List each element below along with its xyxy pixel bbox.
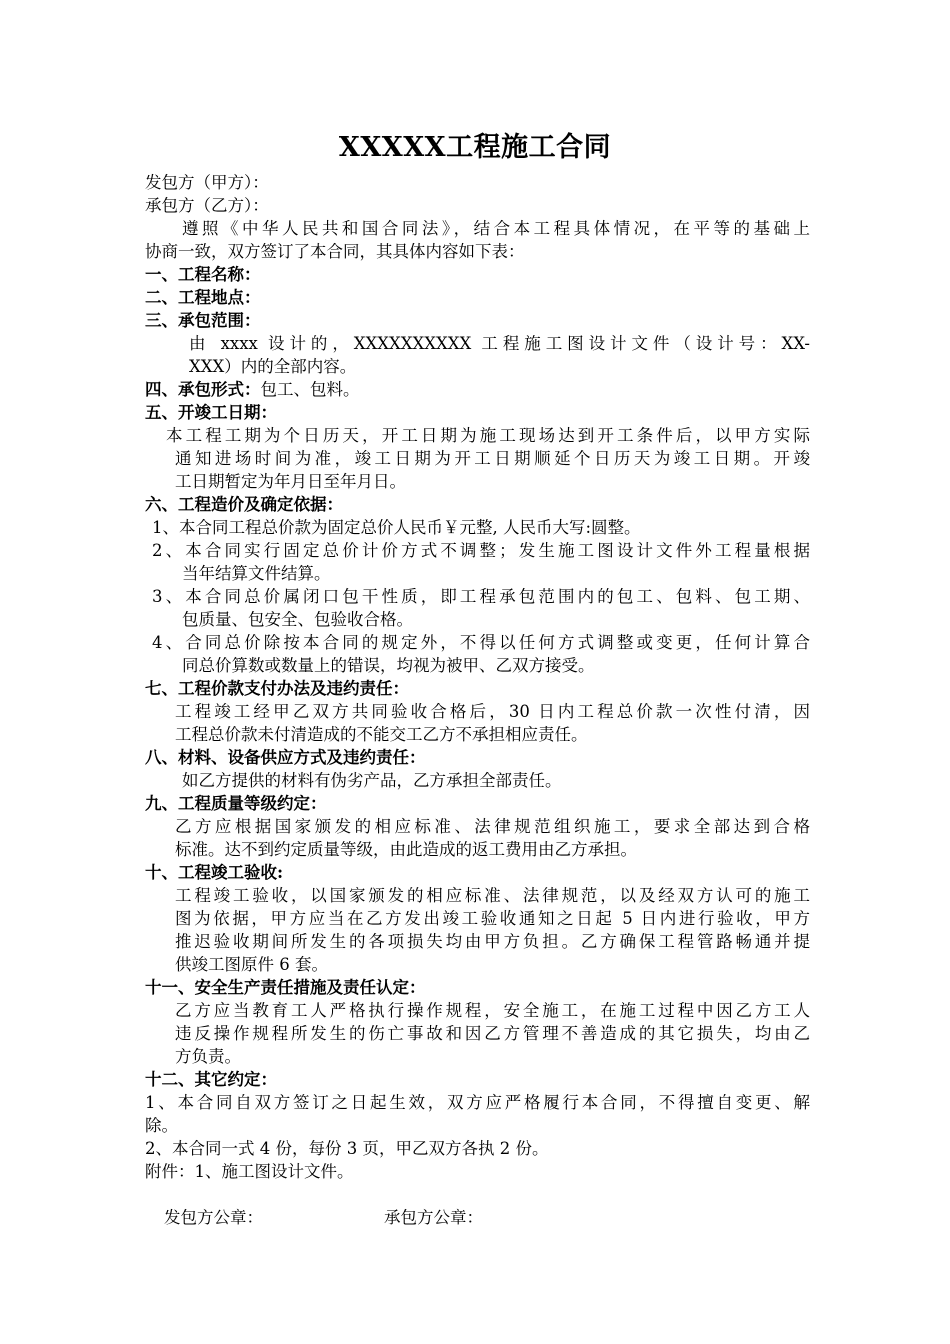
section-text: 推迟验收期间所发生的各项损失均由甲方负担。乙方确保工程管路畅通并提 [175, 932, 810, 951]
party-b-label: 承包方（乙方）： [145, 196, 269, 215]
intro-line: 协商一致，双方签订了本合同，其具体内容如下表： [145, 242, 525, 261]
section-text: 供竣工图原件 6 套。 [175, 955, 328, 974]
section-heading: 六、工程造价及确定依据： [145, 495, 343, 514]
section-heading: 三、承包范围： [145, 311, 261, 330]
party-a-seal-label: 发包方公章： [164, 1208, 263, 1227]
section-heading: 四、承包形式： [145, 380, 261, 399]
section-heading: 七、工程价款支付办法及违约责任： [145, 679, 409, 698]
section-text: 2、本合同一式 4 份，每份 3 页，甲乙双方各执 2 份。 [145, 1139, 549, 1158]
section-heading-row [145, 378, 810, 401]
list-item: 当年结算文件结算。 [182, 564, 331, 583]
section-text: XXX）内的全部内容。 [189, 357, 357, 376]
attachment-note: 附件：1、施工图设计文件。 [145, 1162, 354, 1181]
section-text: 图为依据，甲方应当在乙方发出竣工验收通知之日起 5 日内进行验收，甲方 [175, 909, 810, 928]
section-text: 乙方应当教育工人严格执行操作规程，安全施工，在施工过程中因乙方工人 [175, 1001, 810, 1020]
section-text: 如乙方提供的材料有伪劣产品，乙方承担全部责任。 [182, 771, 562, 790]
section-heading: 二、工程地点： [145, 288, 261, 307]
list-item: 1、本合同工程总价款为固定总价人民币￥元整, 人民币大写:圆整。 [152, 518, 641, 537]
list-item: 2、本合同实行固定总价计价方式不调整；发生施工图设计文件外工程量根据 [152, 541, 810, 560]
section-value: 包工、包料。 [260, 380, 360, 399]
section-text: 违反操作规程所发生的伤亡事故和因乙方管理不善造成的其它损失，均由乙 [175, 1024, 810, 1043]
section-text: 工程总价款未付清造成的不能交工乙方不承担相应责任。 [175, 725, 588, 744]
intro-line: 遵照《中华人民共和国合同法》，结合本工程具体情况，在平等的基础上 [182, 219, 810, 238]
section-text: 1、本合同自双方签订之日起生效，双方应严格履行本合同，不得擅自变更、解 [145, 1093, 810, 1112]
section-heading: 十二、其它约定： [145, 1070, 277, 1089]
page-title: XXXXX工程施工合同 [338, 132, 612, 163]
section-text: 通知进场时间为准，竣工日期为开工日期顺延个日历天为竣工日期。开竣 [175, 449, 810, 468]
section-heading: 五、开竣工日期： [145, 403, 277, 422]
party-a-label: 发包方（甲方）： [145, 173, 269, 192]
section-heading: 八、材料、设备供应方式及违约责任： [145, 748, 426, 767]
section-text: 标准。达不到约定质量等级，由此造成的返工费用由乙方承担。 [175, 840, 637, 859]
section-heading: 十、工程竣工验收: [145, 863, 284, 882]
section-text: 工程竣工经甲乙双方共同验收合格后，30 日内工程总价款一次性付清，因 [175, 702, 810, 721]
section-heading: 九、工程质量等级约定： [145, 794, 327, 813]
section-heading: 一、工程名称： [145, 265, 261, 284]
section-text: 工日期暂定为年月日至年月日。 [175, 472, 406, 491]
section-text: 工程竣工验收，以国家颁发的相应标准、法律规范，以及经双方认可的施工 [175, 886, 810, 905]
list-item: 同总价算数或数量上的错误，均视为被甲、乙双方接受。 [182, 656, 595, 675]
section-text: 方负责。 [175, 1047, 241, 1066]
list-item: 3、本合同总价属闭口包干性质，即工程承包范围内的包工、包料、包工期、 [152, 587, 810, 606]
list-item: 包质量、包安全、包验收合格。 [182, 610, 413, 629]
section-text: 由 xxxx 设计的，XXXXXXXXXX 工程施工图设计文件（设计号：XX- [189, 334, 810, 353]
list-item: 4、合同总价除按本合同的规定外，不得以任何方式调整或变更，任何计算合 [152, 633, 810, 652]
party-b-seal-label: 承包方公章： [384, 1208, 483, 1227]
section-heading: 十一、安全生产责任措施及责任认定： [145, 978, 426, 997]
section-text: 除。 [145, 1116, 178, 1135]
section-text: 乙方应根据国家颁发的相应标准、法律规范组织施工，要求全部达到合格 [175, 817, 810, 836]
section-text: 本工程工期为个日历天，开工日期为施工现场达到开工条件后，以甲方实际 [166, 426, 810, 445]
